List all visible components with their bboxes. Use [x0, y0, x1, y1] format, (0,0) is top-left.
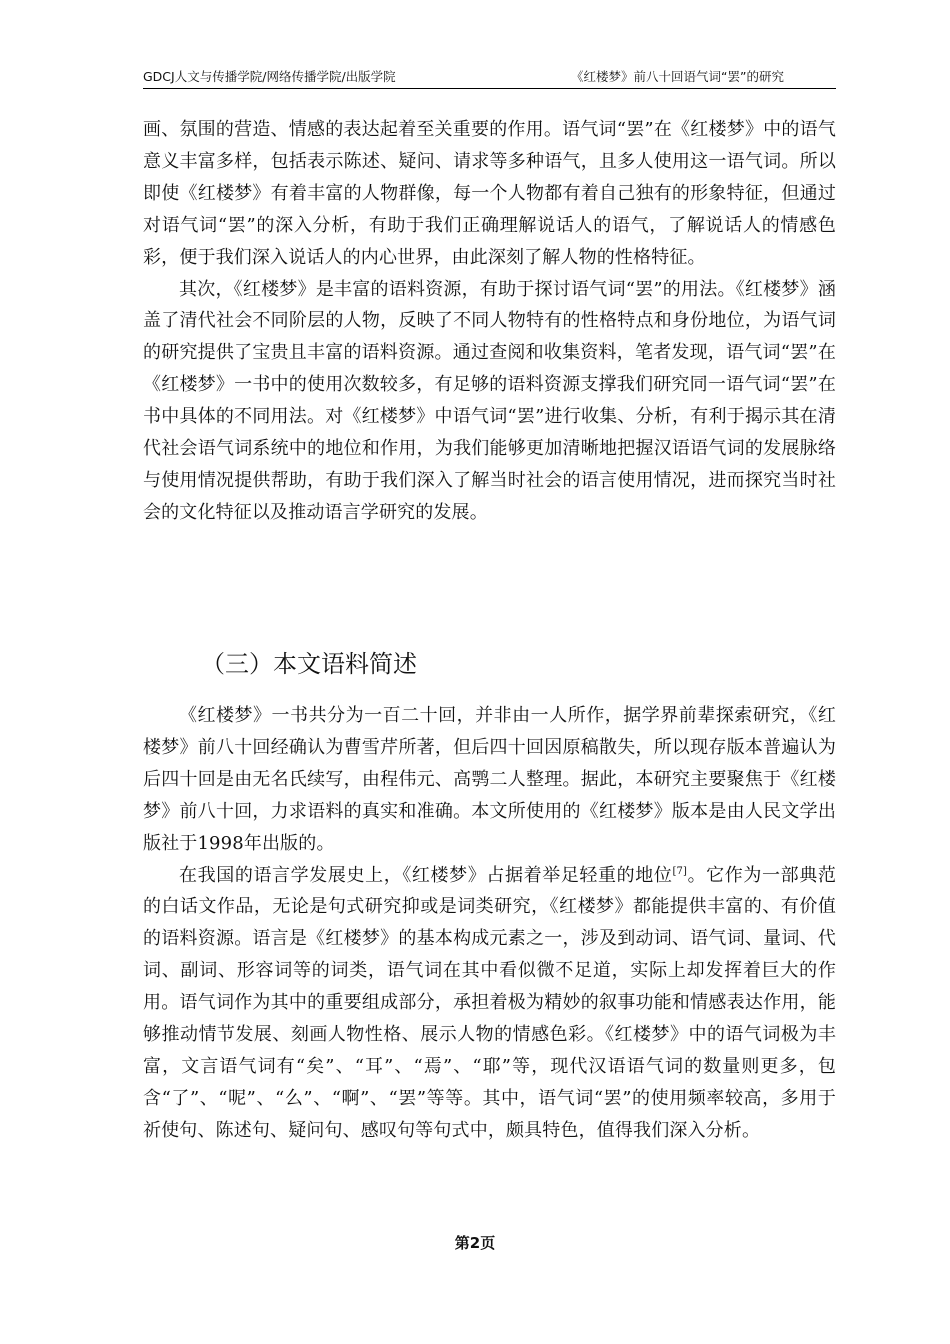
- paragraph-second-reason: 其次，《红楼梦》是丰富的语料资源，有助于探讨语气词“罢”的用法。《红楼梦》涵盖了清代社会不同阶层的人物，反映了不同人物特有的性格特点和身份地位，为语气词的研究提供了宝贵且丰富的语料资源。通过查阅和收集资料，笔者发现，语气词“罢”在《红楼梦》一书中的使用次数较多，有足够的语料资源支撑我们研究同一语气词“罢”在书中具体的不同用法。对《红楼梦》中语气词“罢”进行收集、分析，有利于揭示其在清代社会语气词系统中的地位和作用，为我们能够更加清晰地把握汉语语气词的发展脉络与使用情况提供帮助，有助于我们深入了解当时社会的语言使用情况，进而探究当时社会的文化特征以及推动语言学研究的发展。: [143, 278, 836, 523]
- header-institution: GDCJ人文与传播学院/网络传播学院/出版学院: [143, 69, 396, 84]
- running-header: [143, 70, 836, 89]
- paragraph-text-before-citation: 在我国的语言学发展史上，《红楼梦》占据着举足轻重的地位: [179, 864, 673, 886]
- body-text-top: [143, 114, 836, 529]
- section-heading: （三）本文语料简述: [201, 650, 417, 678]
- paragraph-corpus-intro: 《红楼梦》一书共分为一百二十回，并非由一人所作，据学界前辈探索研究，《红楼梦》前八十回经确认为曹雪芹所著，但后四十回因原稿散失，所以现存版本普遍认为后四十回是由无名氏续写，由程伟元、高鹗二人整理。据此，本研究主要聚焦于《红楼梦》前八十回，力求语料的真实和准确。本文所使用的《红楼梦》版本是由人民文学出版社于1998年出版的。: [143, 705, 836, 854]
- page-number: 第2页: [454, 1234, 496, 1252]
- header-paper-title: 《红楼梦》前八十回语气词“罢”的研究: [571, 69, 784, 84]
- paragraph-corpus-significance: [143, 860, 836, 1147]
- paragraph-continuation: 画、氛围的营造、情感的表达起着至关重要的作用。语气词“罢”在《红楼梦》中的语气意义丰富多样，包括表示陈述、疑问、请求等多种语气，且多人使用这一语气词。所以即使《红楼梦》有着丰富的人物群像，每一个人物都有着自己独有的形象特征，但通过对语气词“罢”的深入分析，有助于我们正确理解说话人的语气，了解说话人的情感色彩，便于我们深入说话人的内心世界，由此深刻了解人物的性格特征。: [143, 119, 836, 268]
- citation-marker: [7]: [672, 865, 688, 877]
- paragraph-text-after-citation: 。它作为一部典范的白话文作品，无论是句式研究抑或是词类研究，《红楼梦》都能提供丰富的、有价值的语料资源。语言是《红楼梦》的基本构成元素之一，涉及到动词、语气词、量词、代词、副词、形容词等的词类，语气词在其中看似微不足道，实际上却发挥着巨大的作用。语气词作为其中的重要组成部分，承担着极为精妙的叙事功能和情感表达作用，能够推动情节发展、刻画人物性格、展示人物的情感色彩。《红楼梦》中的语气词极为丰富，文言语气词有“矣”、“耳”、“焉”、“耶”等，现代汉语语气词的数量则更多，包含“了”、“呢”、“么”、“啊”、“罢”等等。其中，语气词“罢”的使用频率较高，多用于祈使句、陈述句、疑问句、感叹句等句式中，颇具特色，值得我们深入分析。: [143, 864, 836, 1141]
- body-text-bottom: [143, 700, 836, 1147]
